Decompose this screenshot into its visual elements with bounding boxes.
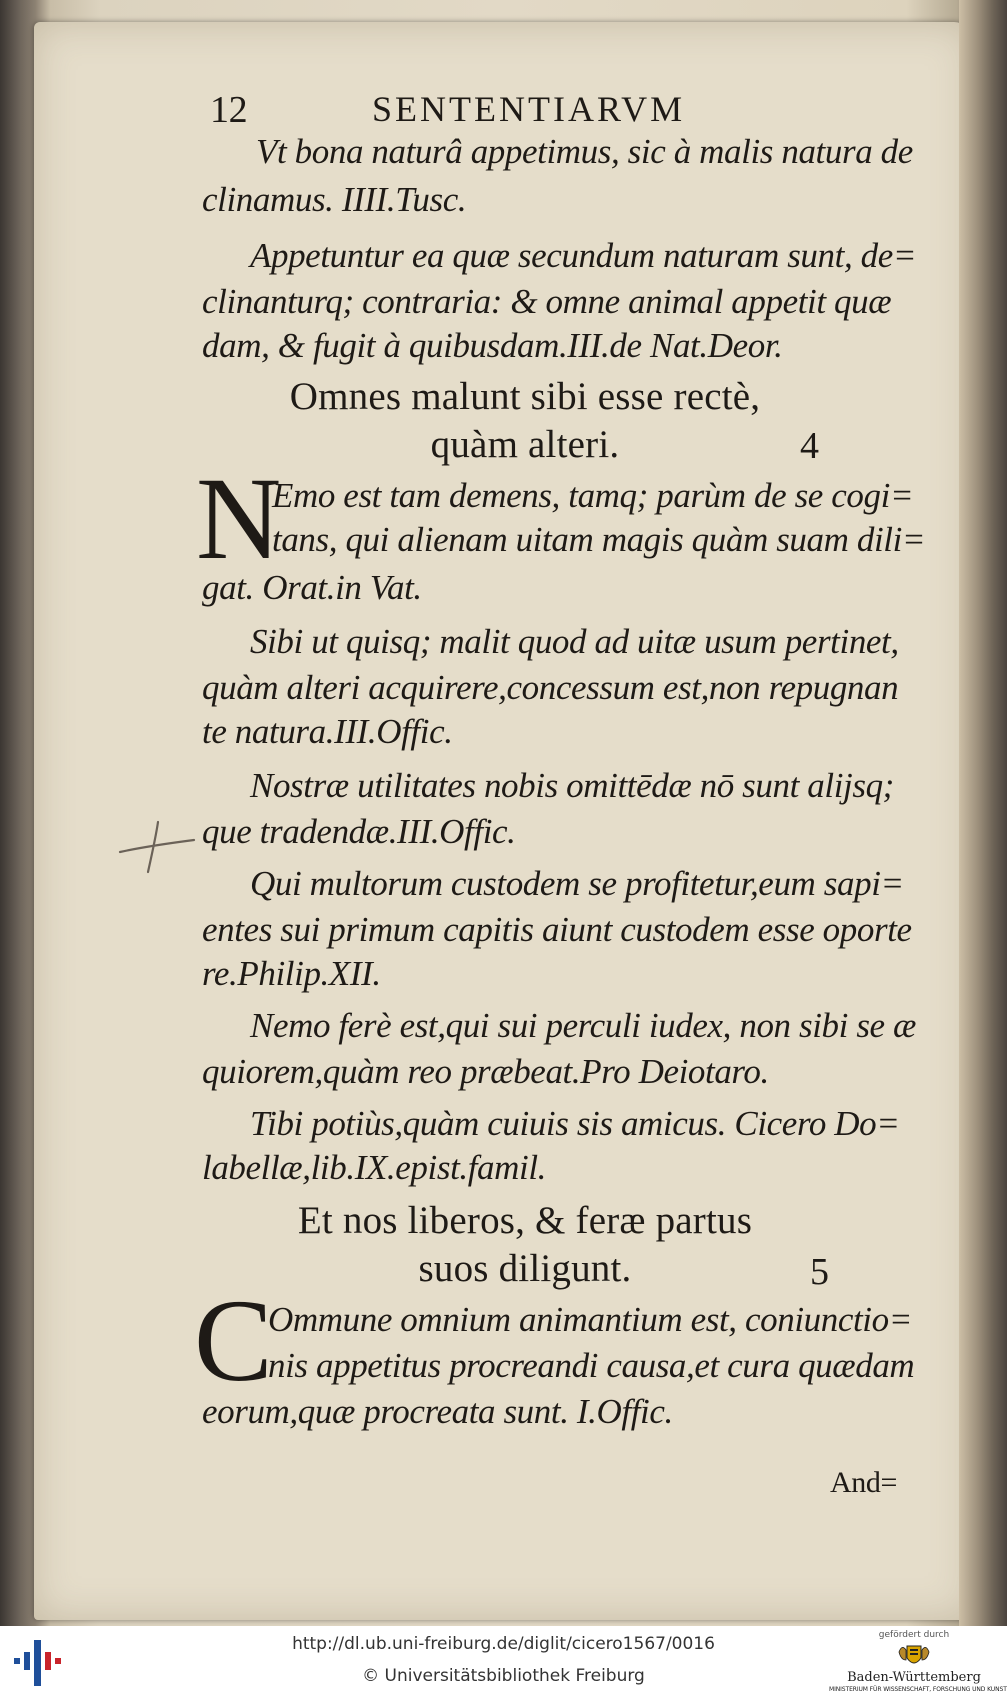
pencil-cross-mark xyxy=(118,818,196,874)
sponsor-name: Baden-Württemberg xyxy=(847,1670,981,1685)
text-line: eorum,quæ procreata sunt. I.Offic. xyxy=(202,1392,673,1431)
section-heading: Omnes malunt sibi esse rectè, xyxy=(289,375,761,418)
text-line: que tradendæ.III.Offic. xyxy=(202,812,516,851)
sponsor-label: gefördert durch xyxy=(878,1630,950,1640)
page-number: 12 xyxy=(210,89,248,131)
section-number: 5 xyxy=(810,1251,829,1293)
catchword: And= xyxy=(830,1466,897,1499)
text-line: clinamus. IIII.Tusc. xyxy=(202,180,467,219)
viewer-footer xyxy=(0,1626,1007,1698)
text-line: clinanturq; contraria: & omne animal appetit quæ xyxy=(202,282,892,321)
running-title: SENTENTIARVM xyxy=(372,89,686,129)
text-line: Emo est tam demens, tamq; parùm de se cogi= xyxy=(272,476,914,515)
text-line: tans, qui alienam uitam magis quàm suam dili= xyxy=(272,520,926,559)
text-line: Nemo ferè est,qui sui perculi iudex, non sibi se æ xyxy=(250,1006,916,1045)
document-url[interactable]: http://dl.ub.uni-freiburg.de/diglit/cicero1567/0016 xyxy=(292,1634,715,1654)
text-line: Nostræ utilitates nobis omittēdæ nō sunt alijsq; xyxy=(250,766,894,805)
text-line: Vt bona naturâ appetimus, sic à malis natura de xyxy=(256,132,913,171)
drop-cap: N xyxy=(196,453,282,584)
text-line: te natura.III.Offic. xyxy=(202,712,453,751)
section-heading: quàm alteri. xyxy=(430,423,620,466)
text-line: dam, & fugit à quibusdam.III.de Nat.Deor. xyxy=(202,326,783,365)
text-line: Appetuntur ea quæ secundum naturam sunt, de= xyxy=(250,236,917,275)
text-line: re.Philip.XII. xyxy=(202,954,381,993)
text-line: nis appetitus procreandi causa,et cura quædam xyxy=(268,1346,915,1385)
section-heading: Et nos liberos, & feræ partus xyxy=(297,1199,753,1242)
text-line: quiorem,quàm reo præbeat.Pro Deiotaro. xyxy=(202,1052,769,1091)
book-spine xyxy=(959,0,1007,1626)
sponsor-block xyxy=(829,1630,1007,1696)
drop-cap: C xyxy=(194,1275,273,1406)
text-line: Tibi potiùs,quàm cuiuis sis amicus. Cicero Do= xyxy=(250,1104,900,1143)
text-line: Qui multorum custodem se profitetur,eum sapi= xyxy=(250,864,904,903)
text-line: Ommune omnium animantium est, coniunctio= xyxy=(268,1300,912,1339)
state-crest-icon xyxy=(897,1642,931,1670)
text-line: gat. Orat.in Vat. xyxy=(202,568,422,607)
section-heading: suos diligunt. xyxy=(418,1247,632,1290)
sponsor-ministry: MINISTERIUM FÜR WISSENSCHAFT, FORSCHUNG UND KUNST xyxy=(829,1686,1007,1693)
text-line: labellæ,lib.IX.epist.famil. xyxy=(202,1148,547,1187)
text-line: quàm alteri acquirere,concessum est,non repugnan xyxy=(202,668,899,707)
section-number: 4 xyxy=(800,425,819,467)
text-line: Sibi ut quisq; malit quod ad uitæ usum pertinet, xyxy=(250,622,899,661)
text-line: entes sui primum capitis aiunt custodem esse oporte xyxy=(202,910,912,949)
copyright-notice: © Universitätsbibliothek Freiburg xyxy=(362,1666,645,1686)
